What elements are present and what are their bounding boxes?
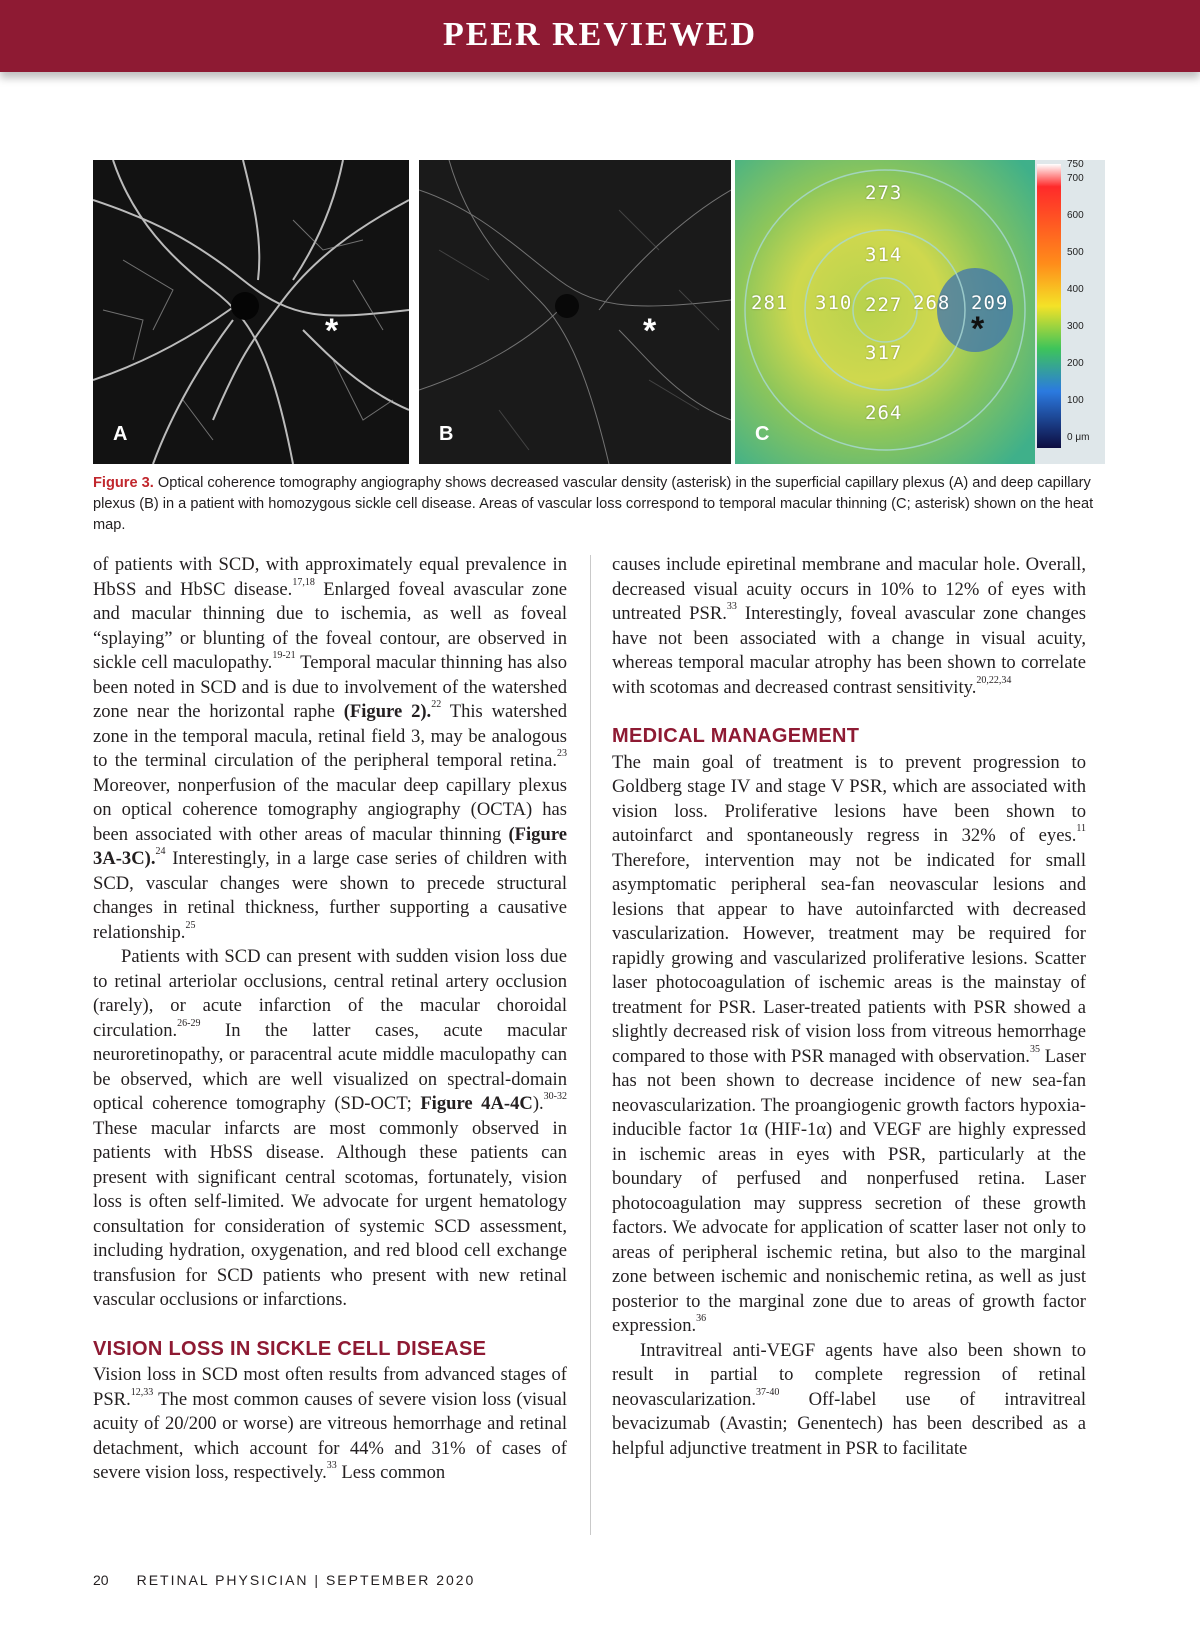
text-run: Enlarged foveal avascular zone and macular thinning due to ischemia, as well as foveal “splaying” or blunting of the foveal contour, are observed in sickle cell maculopathy. [93, 578, 567, 673]
heatmap-value-center: 227 [865, 294, 903, 316]
scale-tick-750: 750 [1067, 160, 1084, 170]
paragraph [612, 751, 1086, 1339]
panel-c-label: C [755, 423, 770, 445]
figure-caption-text: Optical coherence tomography angiography shows decreased vascular density (asterisk) in the superficial capillary plexus (A) and deep capillary plexus (B) in a patient with homozygous sickle cell disease. Areas of vascular loss correspond to temporal macular thinning (C; asterisk) shown on the heat map. [93, 475, 1094, 533]
heatmap-value-right-outer: 209 [971, 292, 1009, 314]
citation: 33 [326, 1460, 337, 1471]
figure-reference: (Figure 3A-3C). [93, 823, 567, 869]
citation: 20,22,34 [976, 674, 1012, 686]
page-number: 20 [93, 1572, 109, 1588]
panel-a-label: A [113, 423, 128, 445]
scale-tick-500: 500 [1067, 247, 1084, 258]
scale-tick-100: 100 [1067, 395, 1084, 406]
citation: 12,33 [130, 1386, 154, 1398]
text-run: Temporal macular thinning has also been noted in SCD and is due to involvement of the watershed zone near the horizontal raphe [93, 652, 568, 722]
paragraph [612, 553, 1086, 700]
paragraph [93, 553, 567, 945]
text-run: of patients with SCD, with approximately equal prevalence in HbSS and HbSC disease. [93, 554, 567, 600]
citation: 37-40 [756, 1386, 780, 1398]
heatmap-value-top: 273 [865, 182, 903, 204]
scale-tick-600: 600 [1067, 210, 1084, 221]
figure-3 [93, 160, 1105, 464]
heatmap-value-bottom: 264 [865, 402, 903, 424]
paragraph [612, 1339, 1086, 1462]
citation: 17,18 [292, 576, 315, 588]
banner-title: PEER REVIEWED [442, 16, 758, 53]
left-column [93, 553, 567, 1486]
citation: 36 [696, 1313, 707, 1324]
panel-b-label: B [439, 423, 454, 445]
citation: 35 [1029, 1043, 1040, 1055]
publication-line: RETINAL PHYSICIAN | SEPTEMBER 2020 [136, 1572, 476, 1588]
figure-caption [93, 473, 1103, 536]
asterisk-marker-b: * [643, 312, 657, 350]
heatmap-value-left-outer: 281 [751, 292, 789, 314]
citation: 26-29 [177, 1017, 201, 1029]
section-heading-vision-loss: VISION LOSS IN SICKLE CELL DISEASE [93, 1337, 487, 1360]
text-run: Moreover, nonperfusion of the macular deep capillary plexus on optical coherence tomography angiography (OCTA) has been associated with other areas of macular thinning [93, 774, 567, 845]
heatmap-value-left-inner: 310 [815, 292, 853, 314]
paragraph [93, 945, 567, 1313]
text-run: The most common causes of severe vision loss (visual acuity of 20/200 or worse) are vitreous hemorrhage and retinal detachment, which account for 44% and 31% of cases of severe vision loss, respectively. [93, 1388, 567, 1483]
heatmap-value-right-inner: 268 [913, 292, 951, 314]
column-divider [590, 555, 591, 1535]
citation: 25 [185, 919, 196, 931]
citation: 30-32 [543, 1091, 567, 1102]
text-run: Less common [336, 1462, 446, 1483]
asterisk-marker-c: * [971, 310, 985, 348]
text-run: These macular infarcts are most commonly observed in patients with HbSS disease. Although these patients can present with significant central scotomas, fortunately, vision loss is often self-limited. We advocate for urgent hematology consultation for consideration of systemic SCD assessment, including hydration, oxygenation, and red blood cell exchange transfusion for SCD patients who present with new retinal vascular occlusions or infarctions. [93, 1117, 567, 1310]
text-run: Off-label use of intravitreal bevacizumab (Avastin; Genentech) has been described as a helpful adjunctive treatment in PSR to facilitate [612, 1388, 1086, 1459]
text-run: Patients with SCD can present with sudden vision loss due to retinal arteriolar occlusions, central retinal artery occlusion (rarely), or acute infarction of the macular choroidal circulation. [93, 946, 567, 1041]
scale-tick-700: 700 [1067, 173, 1084, 184]
text-run: causes include epiretinal membrane and macular hole. Overall, decreased visual acuity occurs in 10% to 12% of eyes with untreated PSR. [612, 554, 1086, 624]
page-footer [93, 1572, 475, 1588]
vessel-network-b [419, 160, 731, 464]
text-run: Vision loss in SCD most often results from advanced stages of PSR. [93, 1364, 567, 1410]
section-heading-medical-management: MEDICAL MANAGEMENT [612, 725, 860, 747]
asterisk-marker-a: * [325, 312, 339, 350]
citation: 22 [431, 699, 442, 710]
scale-tick-200: 200 [1067, 358, 1084, 369]
panel-c-thickness-heatmap [735, 160, 1105, 464]
vessel-network-a [93, 160, 409, 464]
text-run: ). [532, 1093, 544, 1114]
text-run: This watershed zone in the temporal macula, retinal field 3, may be analogous to the terminal circulation of the peripheral temporal retina. [93, 701, 567, 771]
citation: 19-21 [272, 650, 296, 661]
panel-a-superficial-plexus-image [93, 160, 409, 464]
citation: 11 [1076, 823, 1086, 834]
heatmap-value-upper: 314 [865, 244, 903, 266]
text-run: Interestingly, foveal avascular zone changes have not been associated with a change in visual acuity, whereas temporal macular atrophy has been shown to correlate with scotomas and decreased contrast sensitivity. [612, 603, 1086, 698]
text-run: Intravitreal anti-VEGF agents have also been shown to result in partial to complete regression of retinal neovascularization. [612, 1339, 1086, 1410]
scale-tick-400: 400 [1067, 284, 1084, 295]
scale-tick-300: 300 [1067, 321, 1084, 332]
right-column [612, 553, 1086, 1461]
text-run: Laser has not been shown to decrease incidence of new sea-fan neovascularization. The proangiogenic growth factors hypoxia-inducible factor 1α (HIF-1α) and VEGF are highly expressed in ischemic areas in eyes with PSR, particularly at the boundary of perfused and nonperfused retina. Laser photocoagulation may suppress secretion of these growth factors. We advocate for application of scatter laser not only to areas of peripheral ischemic retina, but also to the marginal zone between ischemic and nonischemic retina, as well as just posterior to the marginal zone due to areas of growth factor expression. [612, 1045, 1086, 1336]
citation: 33 [726, 601, 737, 612]
panel-b-deep-plexus-image [419, 160, 731, 464]
figure-reference: Figure 4A-4C [420, 1093, 533, 1114]
citation: 24 [155, 846, 166, 857]
citation: 23 [557, 748, 567, 759]
text-run: Interestingly, in a large case series of children with SCD, vascular changes were shown to precede structural changes in retinal thickness, further supporting a causative relationship. [93, 848, 567, 943]
paragraph [93, 1363, 567, 1486]
scale-tick-0: 0 μm [1067, 432, 1090, 443]
figure-reference: (Figure 2). [343, 701, 432, 722]
text-run: Therefore, intervention may not be indicated for small asymptomatic peripheral sea-fan neovascular lesions and lesions that appear to have autoinfarcted with decreased vascularization. However, treatment may be required for rapidly growing and vascularized proliferative lesions. Scatter laser photocoagulation of ischemic areas is the mainstay of treatment for PSR. Laser-treated patients with PSR showed a slightly decreased risk of vision loss from vitreous hemorrhage compared to those with PSR managed with observation. [612, 849, 1086, 1067]
figure-label: Figure 3. [93, 475, 154, 491]
section-banner [0, 0, 1200, 72]
text-run: In the latter cases, acute macular neuroretinopathy, or paracentral acute middle maculopathy can be observed, which are well visualized on spectral-domain optical coherence tomography (SD-OCT; [93, 1019, 567, 1114]
text-run: The main goal of treatment is to prevent progression to Goldberg stage IV and stage V PSR, which are associated with vision loss. Proliferative lesions have been shown to autoinfarct and spontaneously regress in 32% of eyes. [612, 751, 1086, 846]
heatmap-value-lower: 317 [865, 342, 903, 364]
